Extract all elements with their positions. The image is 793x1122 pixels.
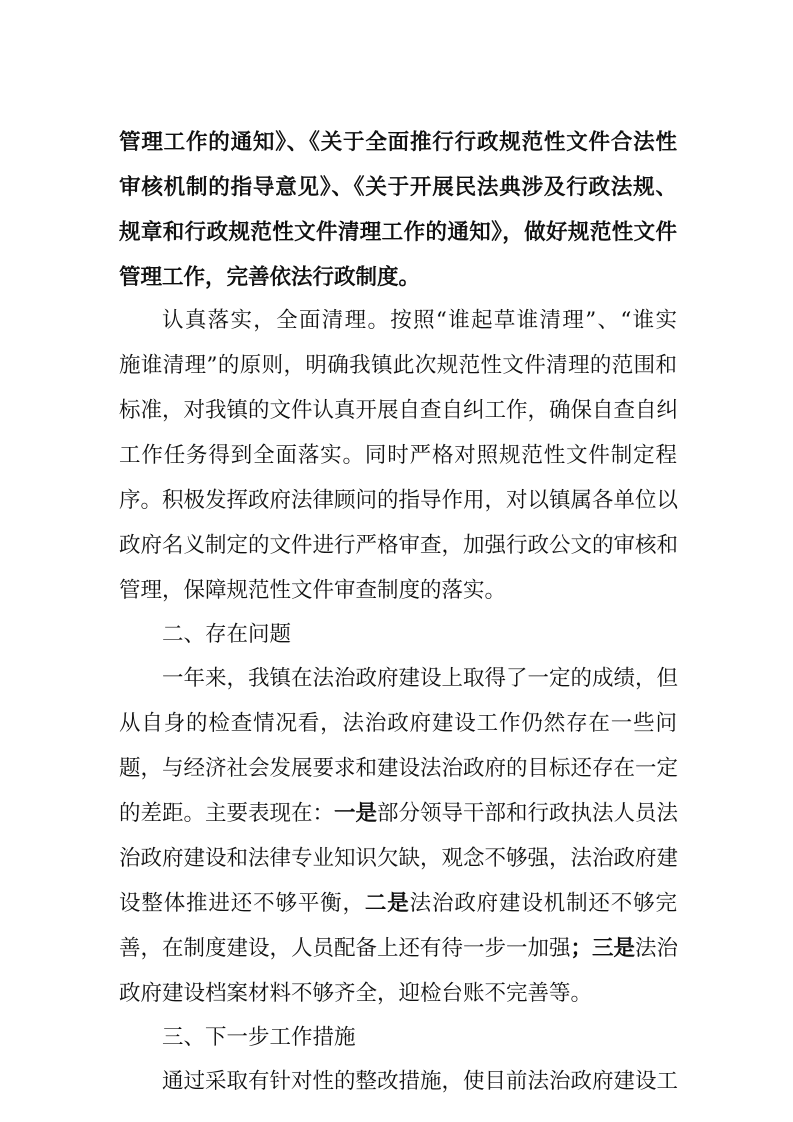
intro-line-2: 审核机制的指导意见》、《关于开展民法典涉及行政法规、 bbox=[119, 175, 677, 200]
section-heading-3: 三、下一步工作措施 bbox=[162, 1025, 356, 1050]
para2-line-1: 一年来，我镇在法治政府建设上取得了一定的成绩，但 bbox=[162, 666, 679, 691]
para2-line-7 bbox=[119, 934, 677, 964]
section-heading-2: 二、存在问题 bbox=[162, 622, 292, 647]
para2-line-7-pre: 善，在制度建设，人员配备上还有待一步一加强 bbox=[119, 936, 571, 961]
para1-line-1: 认真落实，全面清理。按照“谁起草谁清理”、“谁实 bbox=[162, 308, 677, 333]
para2-line-8: 政府建设档案材料不够齐全，迎检台账不完善等。 bbox=[119, 981, 593, 1006]
para1-line-7: 管理，保障规范性文件审查制度的落实。 bbox=[119, 578, 507, 603]
para2-line-7-post: 法治 bbox=[635, 936, 679, 961]
intro-line-4: 管理工作，完善依法行政制度。 bbox=[119, 265, 421, 290]
para3-line-1: 通过采取有针对性的整改措施，使目前法治政府建设工 bbox=[162, 1069, 679, 1094]
para1-line-4: 工作任务得到全面落实。同时严格对照规范性文件制定程 bbox=[119, 443, 677, 468]
para2-line-4 bbox=[119, 799, 677, 829]
para2-line-6 bbox=[119, 889, 677, 919]
para2-line-4-post: 部分领导干部和行政执法人员法 bbox=[377, 801, 679, 826]
para1-line-3: 标准，对我镇的文件认真开展自查自纠工作，确保自查自纠 bbox=[119, 398, 679, 423]
intro-line-1: 管理工作的通知》、《关于全面推行行政规范性文件合法性 bbox=[119, 130, 677, 155]
point-one-label: 一是 bbox=[334, 801, 378, 826]
para2-line-6-post: 法治政府建设机制还不够完 bbox=[409, 891, 677, 916]
para2-line-6-pre: 设整体推进还不够平衡， bbox=[119, 891, 365, 916]
para2-line-2: 从自身的检查情况看，法治政府建设工作仍然存在一些问 bbox=[119, 711, 677, 736]
para1-line-2: 施谁清理”的原则，明确我镇此次规范性文件清理的范围和 bbox=[119, 353, 677, 378]
para2-line-3: 题，与经济社会发展要求和建设法治政府的目标还存在一定 bbox=[119, 756, 679, 781]
para2-line-4-pre: 的差距。主要表现在： bbox=[119, 801, 335, 826]
intro-line-3: 规章和行政规范性文件清理工作的通知》，做好规范性文件 bbox=[119, 220, 677, 245]
para1-line-5: 序。积极发挥政府法律顾问的指导作用，对以镇属各单位以 bbox=[119, 488, 679, 513]
para1-line-6: 政府名义制定的文件进行严格审查，加强行政公文的审核和 bbox=[119, 533, 679, 558]
point-two-label: 二是 bbox=[364, 891, 410, 916]
point-three-label: ；三是 bbox=[570, 936, 636, 961]
para2-line-5: 治政府建设和法律专业知识欠缺，观念不够强，法治政府建 bbox=[119, 846, 679, 871]
